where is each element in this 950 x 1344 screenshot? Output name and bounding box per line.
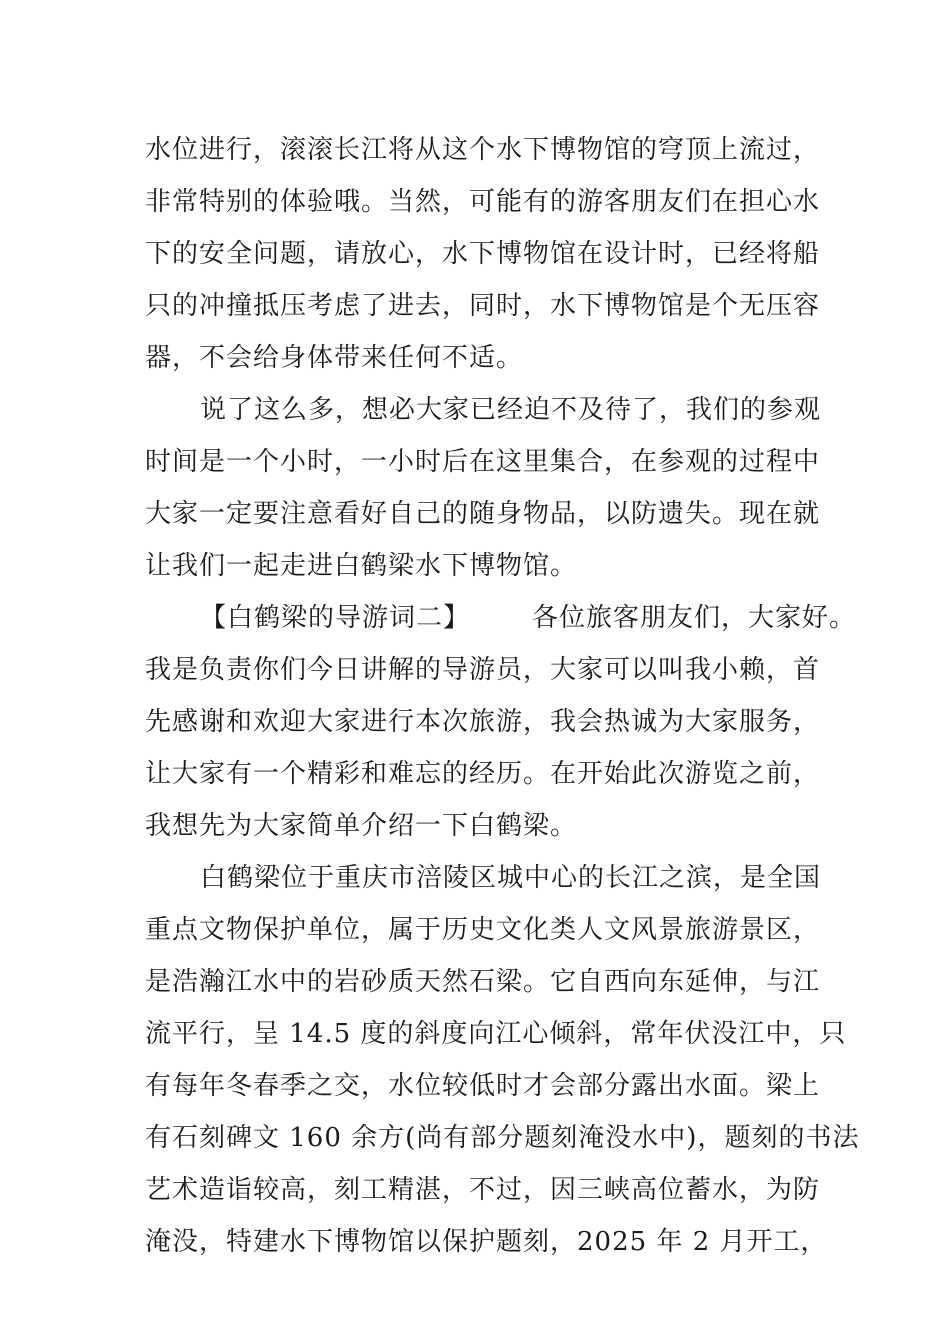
text-line: 器，不会给身体带来任何不适。 — [145, 343, 524, 373]
text-line: 有每年冬春季之交，水位较低时才会部分露出水面。梁上 — [145, 1071, 821, 1101]
text-line: 水位进行，滚滚长江将从这个水下博物馆的穹顶上流过， — [145, 135, 821, 165]
paragraph-start-line: 白鹤梁位于重庆市涪陵区城中心的长江之滨，是全国 — [200, 863, 822, 893]
text-line: 下的安全问题，请放心，水下博物馆在设计时，已经将船 — [145, 239, 821, 269]
text-line: 我是负责你们今日讲解的导游员，大家可以叫我小赖，首 — [145, 655, 821, 685]
text-line: 非常特别的体验哦。当然，可能有的游客朋友们在担心水 — [145, 187, 821, 217]
text-line: 是浩瀚江水中的岩砂质天然石梁。它自西向东延伸，与江 — [145, 967, 821, 997]
text-line: 淹没，特建水下博物馆以保护题刻，2025 年 2 月开工， — [145, 1227, 828, 1257]
section-opening: 各位旅客朋友们，大家好。 — [532, 603, 857, 633]
text-line: 只的冲撞抵压考虑了进去，同时，水下博物馆是个无压容 — [145, 291, 821, 321]
text-line: 艺术造诣较高，刻工精湛，不过，因三峡高位蓄水，为防 — [145, 1175, 821, 1205]
text-line: 流平行，呈 14.5 度的斜度向江心倾斜，常年伏没江中，只 — [145, 1019, 847, 1049]
text-line: 我想先为大家简单介绍一下白鹤梁。 — [145, 811, 578, 841]
text-line: 大家一定要注意看好自己的随身物品，以防遗失。现在就 — [145, 499, 821, 529]
text-line: 让大家有一个精彩和难忘的经历。在开始此次游览之前， — [145, 759, 821, 789]
section-heading: 【白鹤梁的导游词二】 — [200, 603, 471, 633]
text-line: 重点文物保护单位，属于历史文化类人文风景旅游景区， — [145, 915, 821, 945]
text-line: 时间是一个小时，一小时后在这里集合，在参观的过程中 — [145, 447, 821, 477]
section-heading-line — [200, 602, 856, 634]
paragraph-start-line: 说了这么多，想必大家已经迫不及待了，我们的参观 — [200, 395, 822, 425]
text-line: 让我们一起走进白鹤梁水下博物馆。 — [145, 551, 578, 581]
text-line: 有石刻碑文 160 余方(尚有部分题刻淹没水中)，题刻的书法 — [145, 1123, 860, 1153]
text-line: 先感谢和欢迎大家进行本次旅游，我会热诚为大家服务， — [145, 707, 821, 737]
